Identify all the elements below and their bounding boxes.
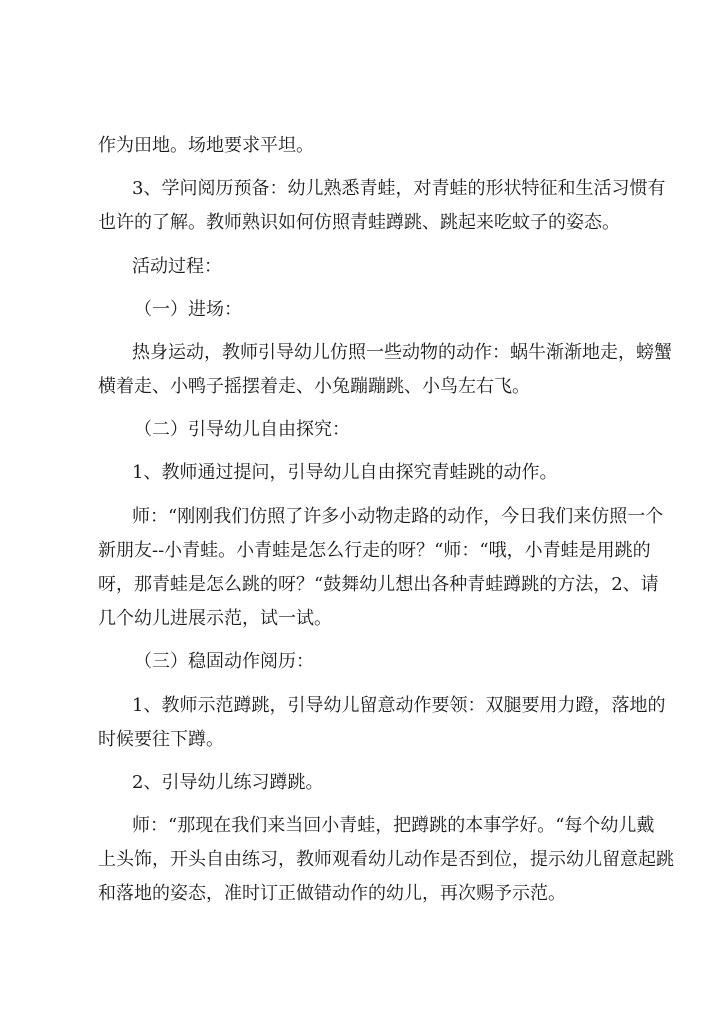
section-heading: （二）引导幼儿自由探究： [134, 419, 350, 440]
paragraph-line: 3、学问阅历预备：幼儿熟悉青蛙，对青蛙的形状特征和生活习惯有 [132, 178, 666, 199]
paragraph-line: 几个幼儿进展示范，试一试。 [98, 608, 332, 629]
paragraph-line: 师：“刚刚我们仿照了许多小动物走路的动作，今日我们来仿照一个 [132, 506, 664, 527]
paragraph-line: 时候要往下蹲。 [98, 729, 224, 750]
paragraph-line: 师：“那现在我们来当回小青蛙，把蹲跳的本事学好。“每个幼儿戴 [132, 815, 655, 836]
section-heading: 活动过程： [132, 256, 222, 277]
paragraph-line: 横着走、小鸭子摇摆着走、小兔蹦蹦跳、小鸟左右飞。 [98, 376, 530, 397]
paragraph-line: 也许的了解。教师熟识如何仿照青蛙蹲跳、跳起来吃蚊子的姿态。 [98, 212, 620, 233]
paragraph-line: 作为田地。场地要求平坦。 [98, 135, 314, 156]
paragraph-line: 新朋友--小青蛙。小青蛙是怎么行走的呀？“师：“哦，小青蛙是用跳的 [98, 540, 651, 561]
paragraph-line: 1、教师示范蹲跳，引导幼儿留意动作要领：双腿要用力蹬，落地的 [132, 695, 666, 716]
paragraph-line: 2、引导幼儿练习蹲跳。 [132, 772, 324, 793]
paragraph-line: 呀，那青蛙是怎么跳的呀？“鼓舞幼儿想出各种青蛙蹲跳的方法，2、请 [98, 574, 659, 595]
paragraph-line: 上头饰，开头自由练习，教师观看幼儿动作是否到位，提示幼儿留意起跳 [98, 849, 674, 870]
section-heading: （一）进场： [134, 299, 242, 320]
paragraph-line: 1、教师通过提问，引导幼儿自由探究青蛙跳的动作。 [132, 462, 558, 483]
paragraph-line: 热身运动，教师引导幼儿仿照一些动物的动作：蜗牛渐渐地走，螃蟹 [132, 342, 672, 363]
paragraph-line: 和落地的姿态，准时订正做错动作的幼儿，再次赐予示范。 [98, 883, 566, 904]
section-heading: （三）稳固动作阅历： [134, 651, 314, 672]
